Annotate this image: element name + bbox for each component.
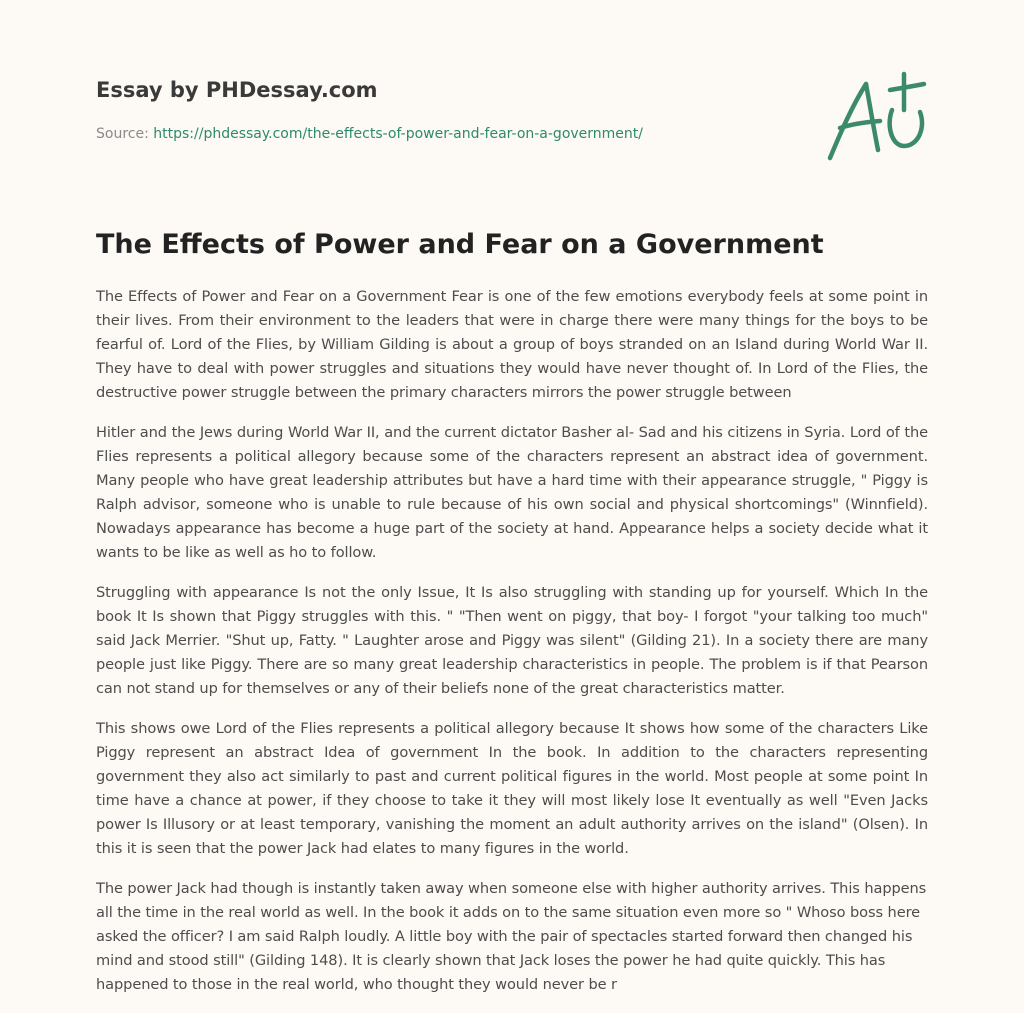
document-title: The Effects of Power and Fear on a Government <box>96 229 824 260</box>
paragraph: This shows owe Lord of the Flies represents a political allegory because It shows how some of the characters Like Piggy represent an abstract Idea of government In the book. In addition to the characters representing government they also act similarly to past and current political figures in the world. Most people at some point In time have a chance at power, if they choose to take it they will most likely lose It eventually as well "Even Jacks power Is Illusory or at least temporary, vanishing the moment an adult authority arrives on the island" (Olsen). In this it is seen that the power Jack had elates to many figures in the world. <box>96 720 928 857</box>
paragraph: Hitler and the Jews during World War II, and the current dictator Basher al- Sad and his citizens in Syria. Lord of the Flies represents a political allegory because some of the characters represent an abstract idea of government. Many people who have great leadership attributes but have a hard time with their appearance struggle, " Piggy is Ralph advisor, someone who is unable to rule because of his own social and physical shortcomings" (Winnfield). Nowadays appearance has become a huge part of the society at hand. Appearance helps a society decide what it wants to be like as well as ho to follow. <box>96 424 928 561</box>
source-link[interactable]: https://phdessay.com/the-effects-of-power-and-fear-on-a-government/ <box>153 126 643 142</box>
source-label: Source: <box>96 126 154 142</box>
paragraph: The power Jack had though is instantly taken away when someone else with higher authority arrives. This happens all the time in the real world as well. In the book it adds on to the same situation even more so " Whoso boss here asked the officer? I am said Ralph loudly. A little boy with the pair of spectacles started forward then changed his mind and stood still" (Gilding 148). It is clearly shown that Jack loses the power he had quite quickly. This has happened to those in the real world, who thought they would never be r <box>96 880 927 993</box>
page-header <box>96 76 928 144</box>
site-title: Essay by PHDessay.com <box>96 78 378 102</box>
paragraph: The Effects of Power and Fear on a Government Fear is one of the few emotions everybody feels at some point in their lives. From their environment to the leaders that were in charge there were many things for the boys to be fearful of. Lord of the Flies, by William Gilding is about a group of boys stranded on an Island during World War II. They have to deal with power struggles and situations they would have never thought of. In Lord of the Flies, the destructive power struggle between the primary characters mirrors the power struggle between <box>96 288 928 401</box>
document-body <box>96 285 928 1013</box>
a-plus-grade-icon <box>818 66 932 166</box>
paragraph: Struggling with appearance Is not the only Issue, It Is also struggling with standing up for yourself. Which In the book It Is shown that Piggy struggles with this. " "Then went on piggy, that boy- I forgot "your talking too much" said Jack Merrier. "Shut up, Fatty. " Laughter arose and Piggy was silent" (Gilding 21). In a society there are many people just like Piggy. There are so many great leadership characteristics in people. The problem is if that Pearson can not stand up for themselves or any of their beliefs none of the great characteristics matter. <box>96 584 928 697</box>
source-line <box>96 124 928 144</box>
